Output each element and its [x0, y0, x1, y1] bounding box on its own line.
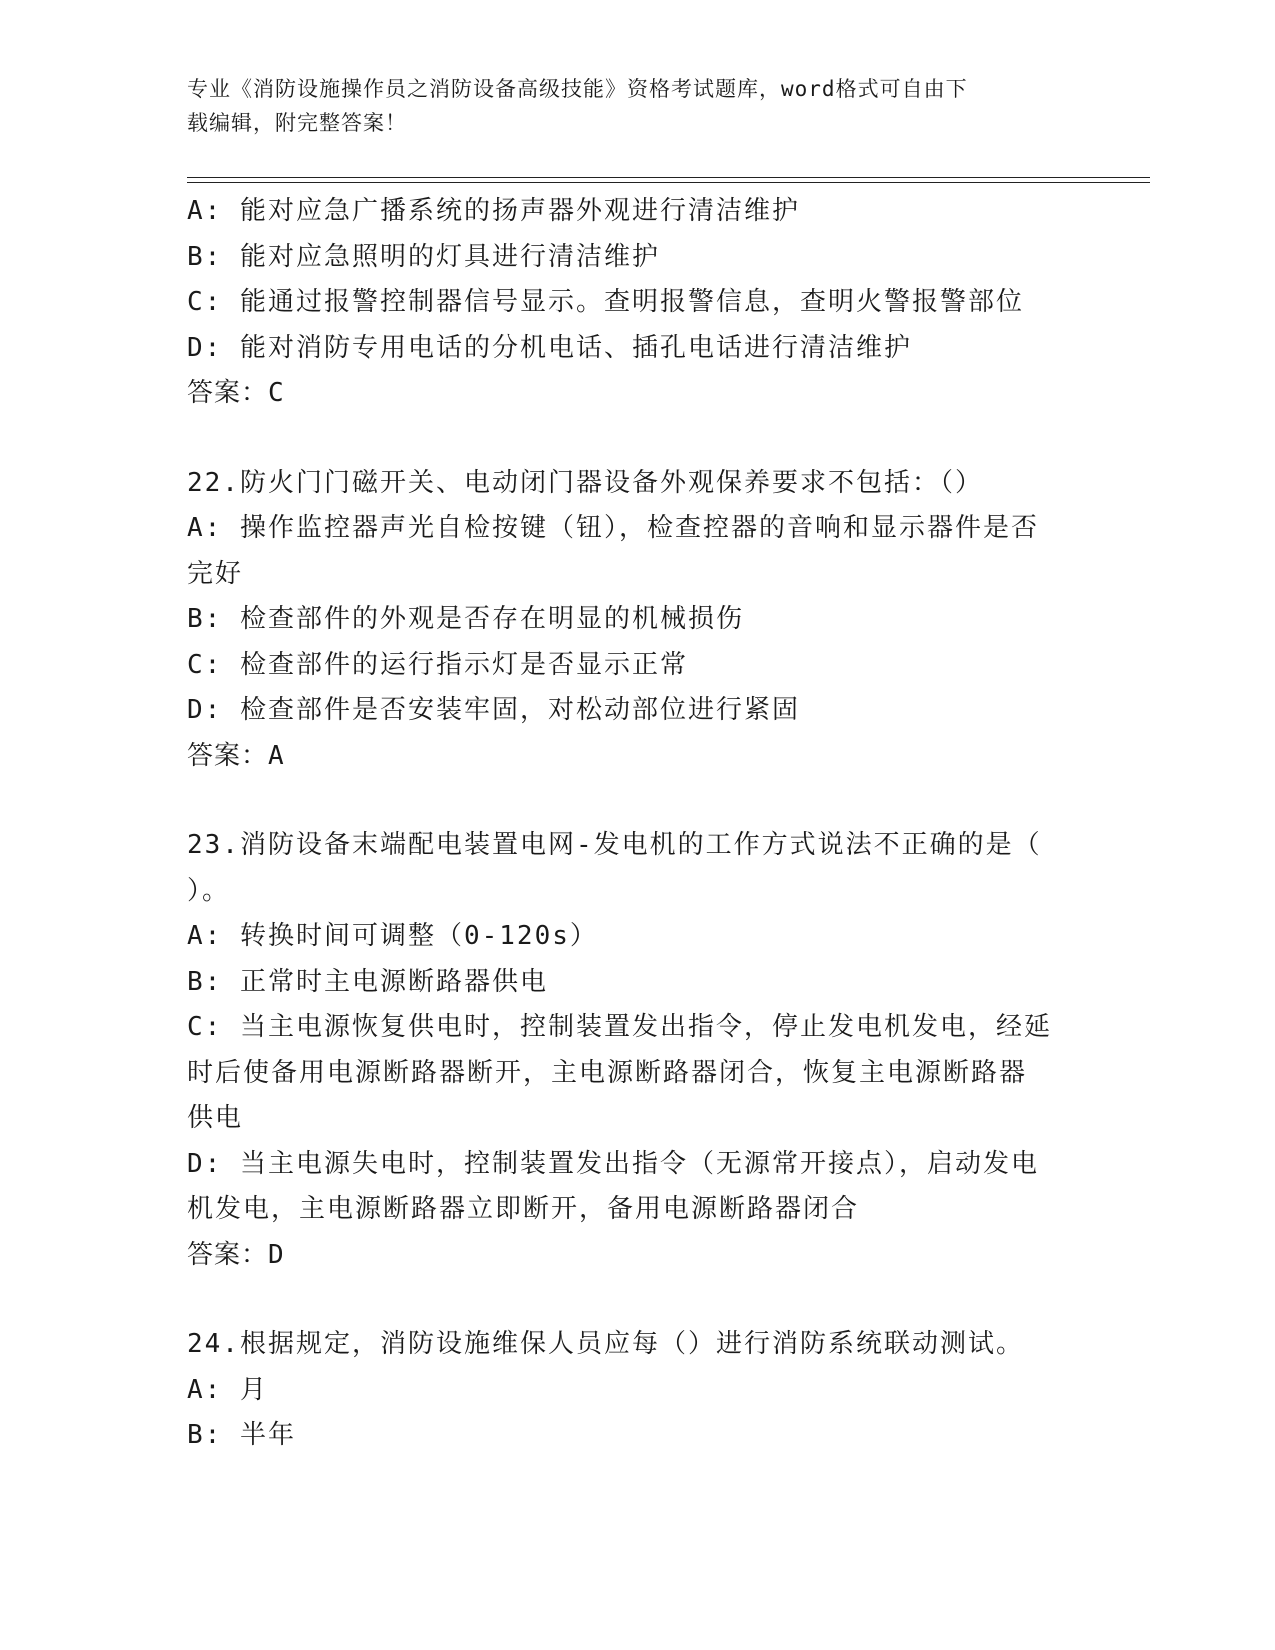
- option-c-continued: 时后使备用电源断路器断开，主电源断路器闭合，恢复主电源断路器: [187, 1057, 1028, 1088]
- header-rule-bottom: [187, 182, 1150, 183]
- answer-value: D: [268, 1239, 285, 1270]
- question-24-block: [187, 1322, 1077, 1459]
- question-23-block: [187, 823, 1077, 1278]
- spacer: [187, 779, 1077, 823]
- header-line-2: 载编辑，附完整答案！: [187, 111, 407, 135]
- header-line-1: 专业《消防设施操作员之消防设备高级技能》资格考试题库，word格式可自由下: [187, 77, 968, 101]
- option-b: B: 检查部件的外观是否存在明显的机械损伤: [187, 604, 744, 634]
- answer-label: 答案：: [187, 740, 269, 771]
- option-b: B: 半年: [187, 1420, 296, 1450]
- answer-value: C: [268, 378, 285, 408]
- option-a: A: 转换时间可调整（0-120s）: [187, 921, 598, 951]
- question-21-block: [187, 189, 1077, 417]
- option-b: B: 能对应急照明的灯具进行清洁维护: [187, 241, 660, 272]
- option-d: D: 检查部件是否安装牢固，对松动部位进行紧固: [187, 695, 800, 725]
- option-a: A: 操作监控器声光自检按键（钮），检查控器的音响和显示器件是否: [187, 513, 1039, 543]
- answer-label: 答案：: [187, 378, 269, 408]
- question-text: 22.防火门门磁开关、电动闭门器设备外观保养要求不包括：（）: [187, 467, 983, 498]
- option-a-continued: 完好: [187, 558, 244, 589]
- option-c: C: 能通过报警控制器信号显示。查明报警信息，查明火警报警部位: [187, 287, 1024, 317]
- document-header: [187, 72, 1087, 140]
- answer-label: 答案：: [187, 1239, 269, 1270]
- option-d-continued: 机发电，主电源断路器立即断开，备用电源断路器闭合: [187, 1194, 860, 1224]
- answer-line: [187, 734, 1077, 780]
- header-rule-top: [187, 177, 1150, 178]
- option-b: B: 正常时主电源断路器供电: [187, 966, 548, 997]
- answer-line: [187, 371, 1077, 417]
- question-text: 24.根据规定，消防设施维保人员应每（）进行消防系统联动测试。: [187, 1329, 1024, 1359]
- answer-line: [187, 1233, 1077, 1279]
- question-22-block: [187, 461, 1077, 780]
- option-d: D: 当主电源失电时，控制装置发出指令（无源常开接点），启动发电: [187, 1148, 1039, 1179]
- spacer: [187, 417, 1077, 461]
- question-list: [187, 189, 1077, 1459]
- option-c: C: 当主电源恢复供电时，控制装置发出指令，停止发电机发电，经延: [187, 1012, 1052, 1042]
- option-d: D: 能对消防专用电话的分机电话、插孔电话进行清洁维护: [187, 332, 912, 363]
- answer-value: A: [268, 740, 285, 771]
- question-text-continued: ）。: [187, 875, 231, 906]
- option-c: C: 检查部件的运行指示灯是否显示正常: [187, 649, 688, 680]
- option-c-continued: 供电: [187, 1103, 244, 1133]
- option-a: A: 能对应急广播系统的扬声器外观进行清洁维护: [187, 196, 800, 226]
- spacer: [187, 1278, 1077, 1322]
- question-text: 23.消防设备末端配电装置电网-发电机的工作方式说法不正确的是（: [187, 830, 1042, 860]
- option-a: A: 月: [187, 1374, 268, 1405]
